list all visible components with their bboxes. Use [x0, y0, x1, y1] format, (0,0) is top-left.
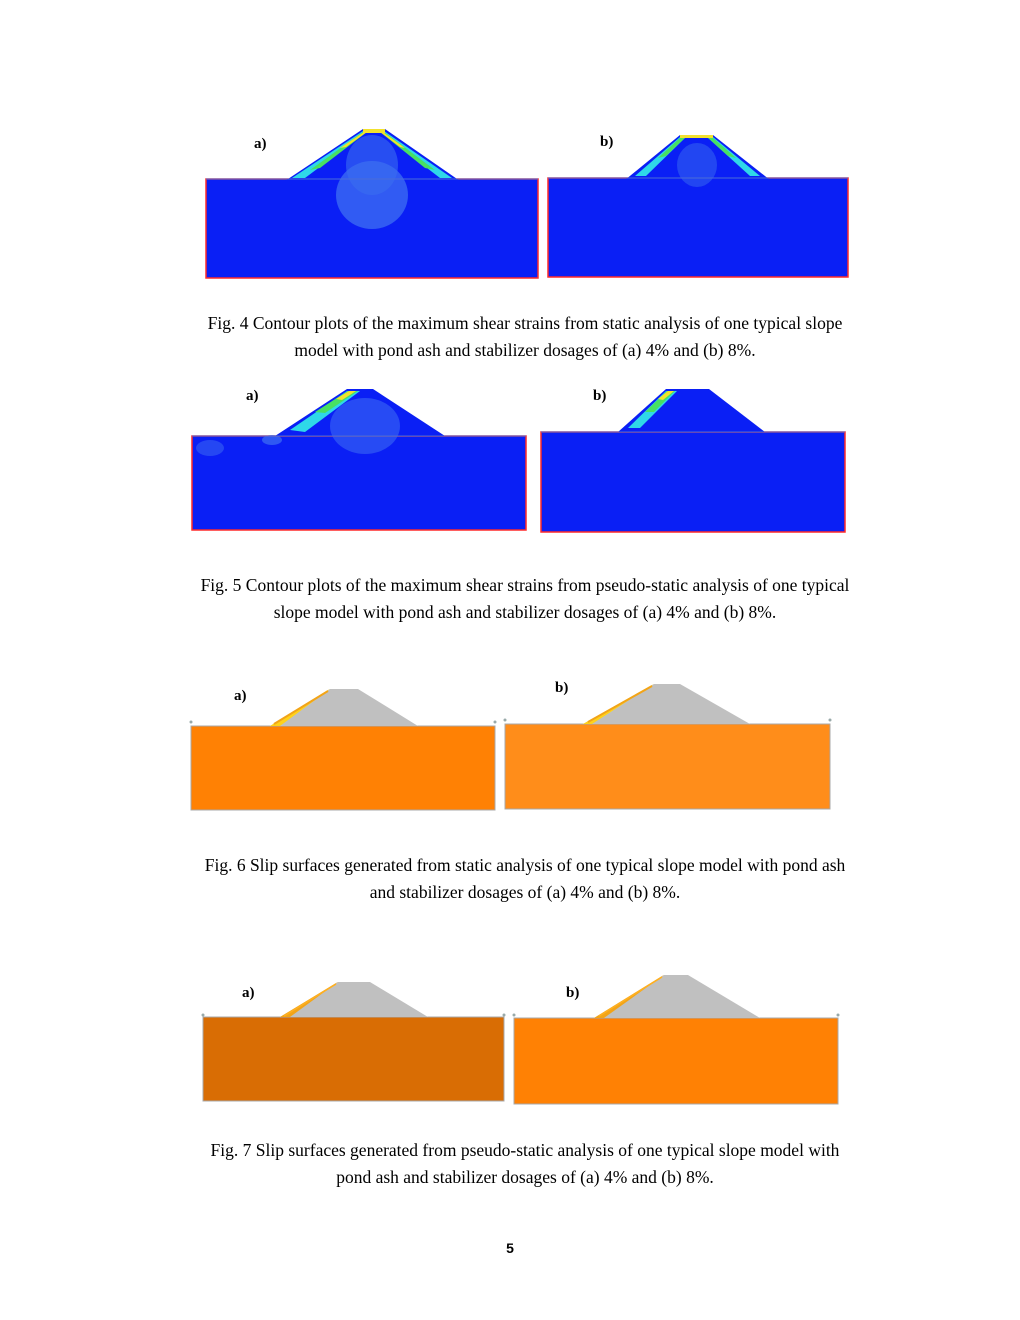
embankment: [583, 684, 750, 724]
embankment: [270, 689, 418, 726]
foundation-block: [191, 726, 495, 810]
boundary-marker: [190, 721, 193, 724]
panel-label: b): [555, 680, 569, 696]
foundation-block: [203, 1017, 504, 1101]
strain-bulb-inner: [346, 135, 398, 195]
page-number: 5: [506, 1240, 514, 1256]
caption-line: pond ash and stabilizer dosages of (a) 4% and (b) 8%.: [336, 1167, 714, 1187]
crest: [680, 135, 713, 138]
panel-label: a): [254, 136, 267, 152]
strain-bulb-edge: [196, 440, 224, 456]
figure-6-caption: [130, 852, 920, 906]
figure-4-caption: [130, 310, 920, 364]
boundary-marker: [494, 721, 497, 724]
panel-label: a): [234, 688, 247, 704]
foundation-block: [514, 1018, 838, 1104]
panel-label: a): [242, 985, 255, 1001]
figure-7-panel-a: [202, 982, 506, 1101]
boundary-marker: [837, 1014, 840, 1017]
panel-label: a): [246, 388, 259, 404]
figure-5-caption: [130, 572, 920, 626]
embankment: [280, 982, 428, 1017]
caption-line: Fig. 7 Slip surfaces generated from pseudo-static analysis of one typical slope model with: [210, 1140, 840, 1160]
caption-line: and stabilizer dosages of (a) 4% and (b) 8%.: [369, 882, 681, 902]
caption-line: slope model with pond ash and stabilizer dosages of (a) 4% and (b) 8%.: [273, 602, 777, 622]
figure-5-contour-plots: [180, 378, 870, 538]
boundary-marker: [829, 719, 832, 722]
figure-4-panel-b: [548, 134, 848, 277]
boundary-marker: [513, 1014, 516, 1017]
panel-label: b): [566, 985, 580, 1001]
figure-4-panel-a: [206, 129, 538, 278]
panel-label: b): [600, 134, 614, 150]
figure-7-caption: [130, 1137, 920, 1191]
caption-line: Fig. 5 Contour plots of the maximum shear strains from pseudo-static analysis of one typical: [200, 575, 850, 595]
foundation-block: [541, 432, 845, 532]
strain-bulb: [330, 398, 400, 454]
figure-5-panel-a: [192, 388, 526, 530]
foundation-block: [505, 724, 830, 809]
strain-bulb: [677, 143, 717, 187]
figure-4-contour-plots: [180, 120, 870, 290]
caption-line: Fig. 4 Contour plots of the maximum shear strains from static analysis of one typical slope: [207, 313, 843, 333]
figure-6-slip-surfaces: [180, 672, 870, 817]
figure-7-panel-b: [513, 975, 840, 1104]
boundary-marker: [503, 1014, 506, 1017]
panel-label: b): [593, 388, 607, 404]
caption-line: Fig. 6 Slip surfaces generated from static analysis of one typical slope model with pond ash: [204, 855, 846, 875]
figure-5-panel-b: [541, 388, 845, 532]
caption-line: model with pond ash and stabilizer dosages of (a) 4% and (b) 8%.: [294, 340, 756, 360]
boundary-marker: [504, 719, 507, 722]
boundary-marker: [202, 1014, 205, 1017]
foundation-block: [548, 178, 848, 277]
figure-6-panel-a: [190, 688, 497, 810]
figure-6-panel-b: [504, 680, 832, 809]
figure-7-slip-surfaces: [180, 965, 870, 1115]
crest: [363, 129, 385, 133]
embankment: [594, 975, 760, 1018]
